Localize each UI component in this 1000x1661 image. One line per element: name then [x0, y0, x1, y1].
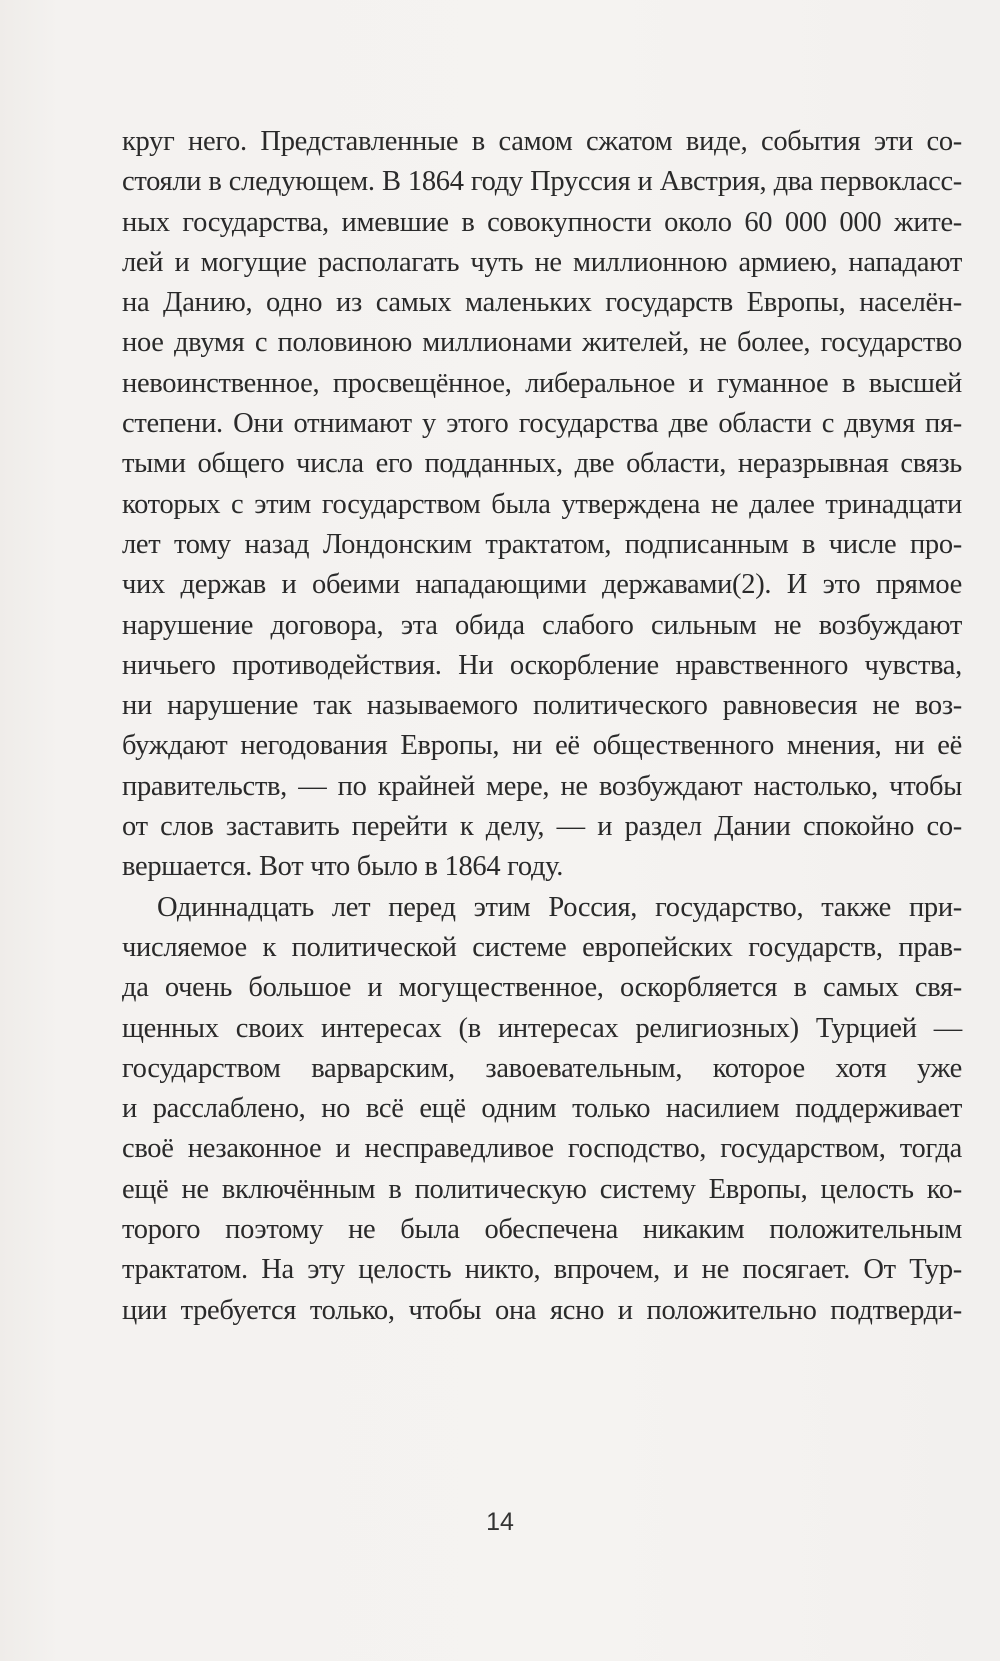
text-line: ещё не включённым в политическую систему Европы, целость ко-	[122, 1173, 962, 1205]
text-line: на Данию, одно из самых маленьких государств Европы, населён-	[122, 287, 962, 319]
text-line: лей и могущие располагать чуть не миллионною армиею, нападают	[122, 246, 962, 278]
text-line: стояли в следующем. В 1864 году Пруссия и Австрия, два первокласс-	[122, 166, 962, 198]
text-line: буждают негодования Европы, ни её общественного мнения, ни её	[122, 730, 962, 762]
text-line: ное двумя с половиною миллионами жителей, не более, государство	[122, 327, 962, 359]
text-line: числяемое к политической системе европейских государств, прав-	[122, 931, 962, 963]
text-line: степени. Они отнимают у этого государства две области с двумя пя-	[122, 408, 962, 440]
text-line: щенных своих интересах (в интересах религиозных) Турцией —	[122, 1012, 962, 1044]
paragraph-1	[122, 122, 962, 888]
text-line: тыми общего числа его подданных, две области, неразрывная связь	[122, 448, 962, 480]
text-line: правительств, — по крайней мере, не возбуждают настолько, чтобы	[122, 770, 962, 802]
text-line: своё незаконное и несправедливое господство, государством, тогда	[122, 1133, 962, 1165]
text-line: и расслаблено, но всё ещё одним только насилием поддерживает	[122, 1093, 962, 1125]
text-line: невоинственное, просвещённое, либеральное и гуманное в высшей	[122, 367, 962, 399]
text-line: ных государства, имевшие в совокупности около 60 000 000 жите-	[122, 206, 962, 238]
page-number: 14	[486, 1508, 514, 1536]
paragraph-2	[122, 888, 962, 1331]
text-line: чих держав и обеими нападающими державами(2). И это прямое	[122, 569, 962, 601]
text-line: круг него. Представленные в самом сжатом виде, события эти со-	[122, 126, 962, 157]
text-line: Одиннадцать лет перед этим Россия, государство, также при-	[157, 891, 962, 923]
text-line: торого поэтому не была обеспечена никаким положительным	[122, 1214, 962, 1246]
text-line: да очень большое и могущественное, оскорбляется в самых свя-	[122, 972, 962, 1004]
body-text	[122, 122, 962, 1331]
text-line: которых с этим государством была утверждена не далее тринадцати	[122, 488, 962, 520]
text-line: государством варварским, завоевательным, которое хотя уже	[122, 1052, 962, 1084]
text-line: ни нарушение так называемого политического равновесия не воз-	[122, 690, 962, 722]
text-line: вершается. Вот что было в 1864 году.	[122, 851, 564, 883]
text-line: нарушение договора, эта обида слабого сильным не возбуждают	[122, 609, 962, 641]
text-line: трактатом. На эту целость никто, впрочем, и не посягает. От Тур-	[122, 1254, 962, 1286]
text-line: лет тому назад Лондонским трактатом, подписанным в числе про-	[122, 528, 962, 560]
text-line: ничьего противодействия. Ни оскорбление нравственного чувства,	[122, 649, 962, 681]
text-line: ции требуется только, чтобы она ясно и положительно подтверди-	[122, 1294, 962, 1326]
text-line: от слов заставить перейти к делу, — и раздел Дании спокойно со-	[122, 811, 962, 843]
